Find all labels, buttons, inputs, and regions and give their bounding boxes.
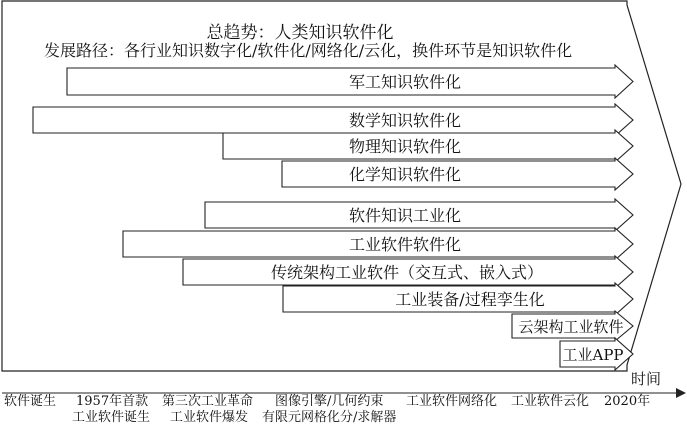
overall-trend-title: 总趋势：人类知识软件化: [206, 23, 394, 43]
axis-tick-label: 有限元网格化分/求解器: [262, 410, 397, 425]
axis-tick-label: 工业软件云化: [511, 394, 590, 409]
row-label: 工业APP: [562, 346, 624, 364]
axis-tick-label: 1957年首款: [76, 394, 149, 409]
time-axis-arrowhead: [676, 388, 686, 398]
row-arrow: [33, 104, 633, 136]
axis-tick-label: 软件诞生: [4, 394, 57, 409]
row-label: 物理知识软件化: [348, 137, 462, 156]
axis-tick-label: 2020年: [604, 394, 651, 409]
time-axis-label: 时间: [631, 370, 662, 388]
row-label: 工业装备/过程孪生化: [395, 290, 545, 309]
row-label: 软件知识工业化: [348, 206, 462, 225]
axis-tick-label: 工业软件网络化: [406, 394, 498, 409]
row-label: 化学知识软件化: [348, 165, 462, 184]
row-label: 军工知识软件化: [348, 72, 462, 92]
axis-tick-label: 图像引擎/几何约束: [275, 394, 384, 409]
axis-tick-label: 工业软件诞生: [72, 410, 151, 425]
row-label: 数学知识软件化: [348, 111, 462, 130]
axis-tick-label: 工业软件爆发: [170, 410, 249, 425]
axis-tick-label: 第三次工业革命: [162, 394, 254, 409]
development-path-text: 发展路径：各行业知识数字化/软件化/网络化/云化，换件环节是知识软件化: [44, 41, 573, 60]
row-label: 工业软件软件化: [348, 235, 462, 254]
row-label: 传统架构工业软件（交互式、嵌入式）: [270, 263, 544, 282]
row-label: 云架构工业软件: [518, 318, 624, 336]
